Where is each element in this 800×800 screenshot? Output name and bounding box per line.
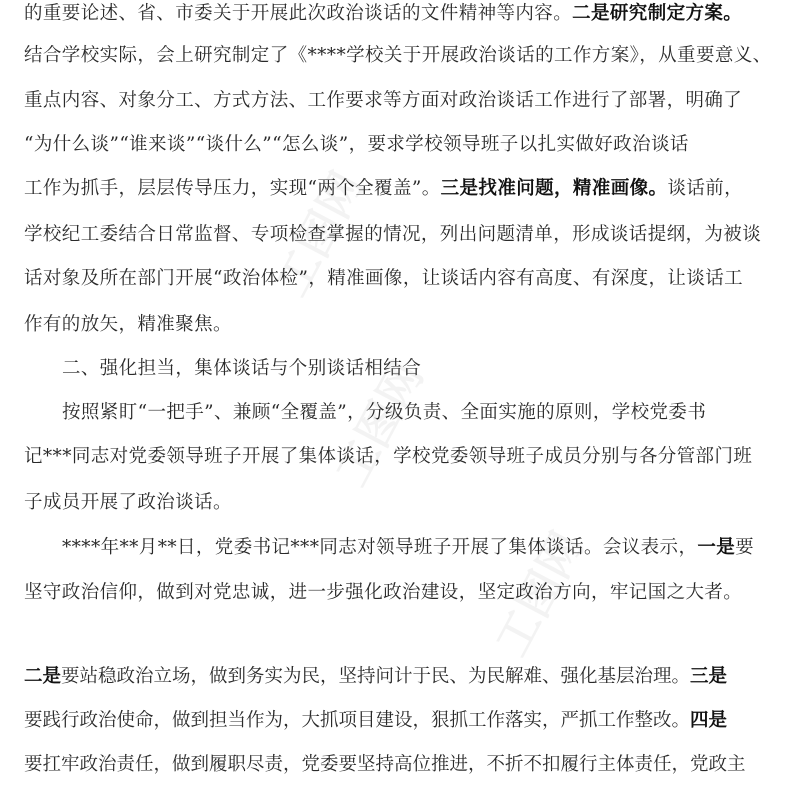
bold-text-segment: 三是找准问题，精准画像。: [440, 178, 668, 199]
text-segment: 的重要论述、省、市委关于开展此次政治谈话的文件精神等内容。: [24, 3, 573, 24]
bold-text-segment: 一是: [697, 537, 736, 558]
text-line: [24, 313, 784, 337]
bold-text-segment: 二是研究制定方案。: [572, 3, 743, 24]
bold-text-segment: 三是: [690, 666, 728, 687]
text-line: [24, 709, 784, 733]
text-segment: 坚守政治信仰，做到对党忠诚，进一步强化政治建设，坚定政治方向，牢记国之大者。: [24, 582, 743, 603]
text-segment: 要扛牢政治责任，做到履职尽责，党委要坚持高位推进，不折不扣履行主体责任，党政主: [24, 754, 746, 775]
text-line: [24, 445, 784, 469]
text-segment: 谈话前，: [667, 178, 744, 199]
text-segment: 话对象及所在部门开展“政治体检”，精准画像，让谈话内容有高度、有深度，让谈话工: [24, 268, 744, 289]
text-line: [24, 753, 784, 777]
section-heading: [62, 357, 784, 381]
text-segment: ****年**月**日，党委书记***同志对领导班子开展了集体谈话。会议表示，: [62, 537, 698, 558]
text-segment: 二、强化担当，集体谈话与个别谈话相结合: [62, 358, 422, 379]
text-line: [24, 223, 784, 247]
text-line: [24, 491, 784, 515]
text-segment: 要: [735, 537, 755, 558]
text-segment: 按照紧盯“一把手”、兼顾“全覆盖”，分级负责、全面实施的原则，学校党委书: [62, 402, 707, 423]
text-line: [24, 89, 784, 113]
text-line: [62, 401, 784, 425]
text-line: [24, 665, 784, 689]
text-segment: 学校纪工委结合日常监督、专项检查掌握的情况，列出问题清单，形成谈话提纲，为被谈: [24, 224, 762, 245]
text-line: [24, 267, 784, 291]
bold-text-segment: 二是: [24, 666, 62, 687]
text-line: [24, 177, 784, 201]
bold-text-segment: 四是: [690, 710, 728, 731]
text-segment: 重点内容、对象分工、方式方法、工作要求等方面对政治谈话工作进行了部署，明确了: [24, 90, 743, 111]
text-line: [24, 581, 784, 605]
text-segment: 要践行政治使命，做到担当作为，大抓项目建设，狠抓工作落实，严抓工作整改。: [24, 710, 691, 731]
text-segment: 子成员开展了政治谈话。: [24, 492, 232, 513]
text-segment: 作有的放矢，精准聚焦。: [24, 314, 232, 335]
text-segment: 要站稳政治立场，做到务实为民，坚持问计于民、为民解难、强化基层治理。: [61, 666, 691, 687]
text-line: [24, 2, 784, 26]
text-segment: 结合学校实际，会上研究制定了《****学校关于开展政治谈话的工作方案》，从重要意义、: [24, 45, 772, 66]
text-segment: “为什么谈”“谁来谈”“谈什么”“怎么谈”，要求学校领导班子以扎实做好政治谈话: [24, 134, 689, 155]
text-segment: 工作为抓手，层层传导压力，实现“两个全覆盖”。: [24, 178, 441, 199]
text-line: [62, 536, 784, 560]
text-line: [24, 133, 784, 157]
text-segment: 记***同志对党委领导班子开展了集体谈话，学校党委领导班子成员分别与各分管部门班: [24, 446, 753, 467]
text-line: [24, 44, 784, 68]
